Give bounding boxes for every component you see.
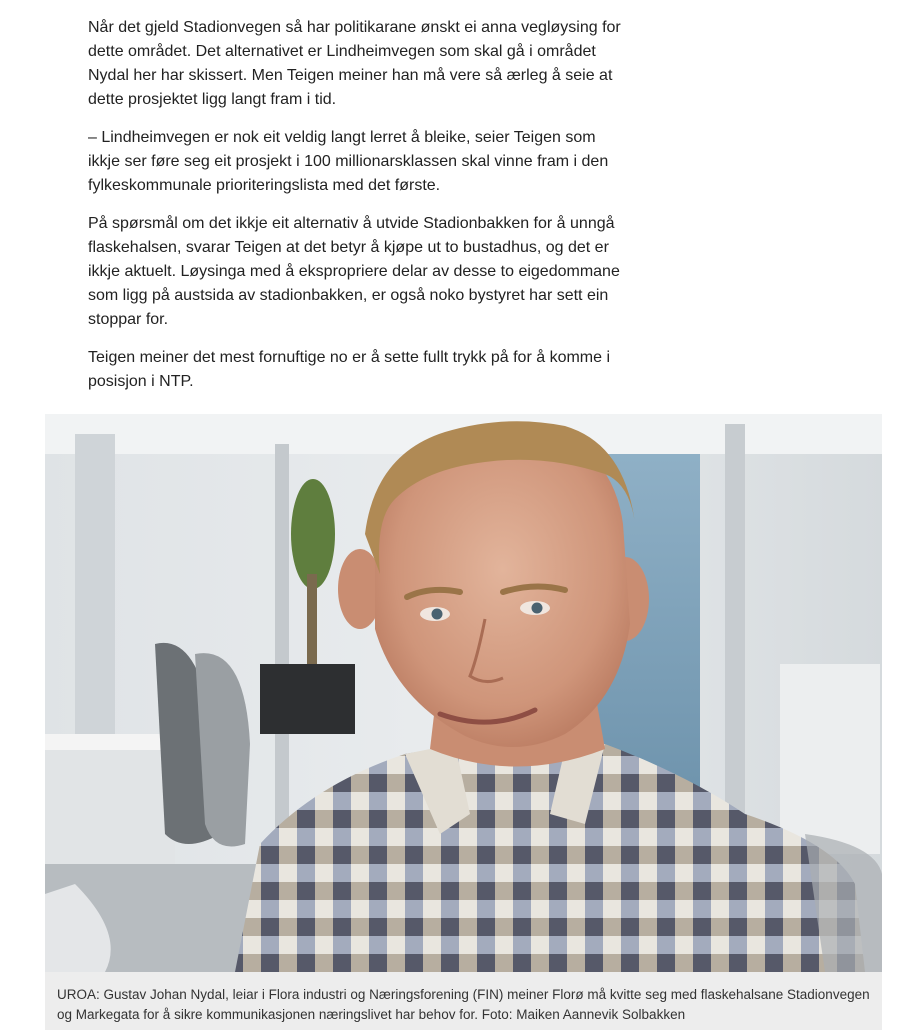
portrait-photo[interactable] — [45, 414, 882, 972]
article-paragraph-3: På spørsmål om det ikkje eit alternativ å utvide Stadionbakken for å unngå flaskehalsen, svarar Teigen at det betyr å kjøpe ut to bustadhus, og det er ikkje aktuelt. Løysinga med å ekspropriere delar av desse to eigedommane som ligg på austsida av stadionbakken, er også noko bystyret har sett ein stoppar for. — [88, 215, 620, 328]
article-body — [88, 16, 628, 408]
photo-caption: UROA: Gustav Johan Nydal, leiar i Flora industri og Næringsforening (FIN) meiner Florø må kvitte seg med flaskehalsane Stadionvegen og Markegata for å sikre kommunikasjonen næringslivet har behov for. Foto: Maiken Aannevik Solbakken — [45, 972, 882, 1030]
article-paragraph-4: Teigen meiner det mest fornuftige no er å sette fullt trykk på for å komme i posisjon i NTP. — [88, 349, 611, 390]
article-paragraph-2: – Lindheimvegen er nok eit veldig langt lerret å bleike, seier Teigen som ikkje ser føre seg eit prosjekt i 100 millionarsklassen skal vinne fram i den fylkeskommunale prioriteringslista med det første. — [88, 129, 609, 194]
article-paragraph-1: Når det gjeld Stadionvegen så har politikarane ønskt ei anna vegløysing for dette området. Det alternativet er Lindheimvegen som skal gå i området Nydal her har skissert. Men Teigen meiner han må vere så ærleg å seie at dette prosjektet ligg langt fram i tid. — [88, 19, 621, 108]
article-figure — [45, 414, 882, 1030]
portrait-illustration — [45, 414, 882, 972]
